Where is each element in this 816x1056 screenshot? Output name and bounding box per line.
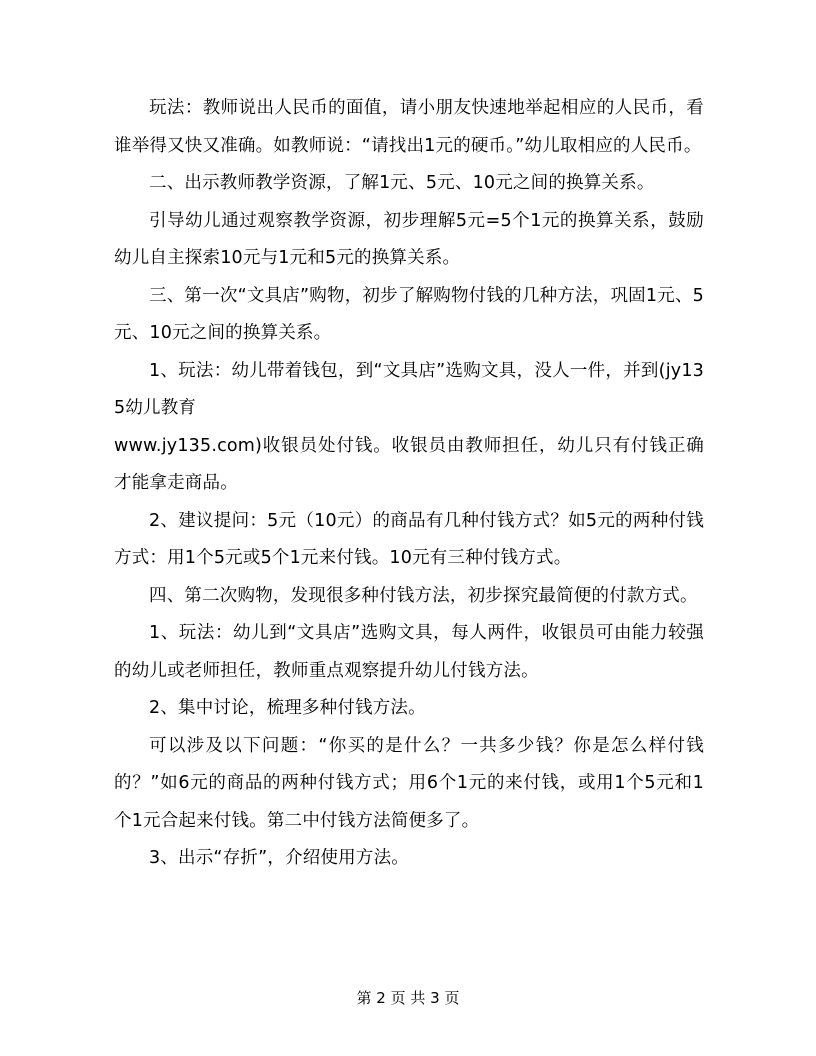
document-body: [114, 90, 704, 878]
page-number-footer: 第 2 页 共 3 页: [356, 989, 460, 1007]
paragraph-section-three-heading: 三、第一次“文具店”购物，初步了解购物付钱的几种方法，巩固1元、5元、10元之间的换算关系。: [114, 285, 704, 343]
paragraph-guide-observation: 引导幼儿通过观察教学资源，初步理解5元=5个1元的换算关系，鼓励幼儿自主探索10元与1元和5元的换算关系。: [114, 210, 704, 268]
paragraph-discussion-questions: 可以涉及以下问题：“你买的是什么？一共多少钱？你是怎么样付钱的？”如6元的商品的两种付钱方式；用6个1元的来付钱，或用1个5元和1个1元合起来付钱。第二中付钱方法简便多了。: [114, 735, 704, 831]
paragraph-suggested-questions: 2、建议提问：5元（10元）的商品有几种付钱方式？如5元的两种付钱方式：用1个5元或5个1元来付钱。10元有三种付钱方式。: [114, 510, 704, 568]
paragraph-play-method-one: 1、玩法：幼儿带着钱包，到“文具店”选购文具，没人一件，并到(jy135幼儿教育: [114, 360, 704, 418]
paragraph-play-method-intro: 玩法：教师说出人民币的面值，请小朋友快速地举起相应的人民币，看谁举得又快又准确。如教师说：“请找出1元的硬币。”幼儿取相应的人民币。: [114, 98, 704, 156]
paragraph-section-two-heading: 二、出示教师教学资源，了解1元、5元、10元之间的换算关系。: [149, 173, 655, 193]
paragraph-group-discussion: 2、集中讨论，梳理多种付钱方法。: [149, 698, 426, 718]
paragraph-play-method-one-cont: www.jy135.com)收银员处付钱。收银员由教师担任，幼儿只有付钱正确才能拿走商品。: [114, 435, 704, 493]
paragraph-play-method-two: 1、玩法：幼儿到“文具店”选购文具，每人两件，收银员可由能力较强的幼儿或老师担任，教师重点观察提升幼儿付钱方法。: [114, 623, 704, 681]
paragraph-section-four-heading: 四、第二次购物，发现很多种付钱方法，初步探究最简便的付款方式。: [149, 585, 698, 606]
paragraph-show-passbook: 3、出示“存折”，介绍使用方法。: [149, 848, 409, 868]
